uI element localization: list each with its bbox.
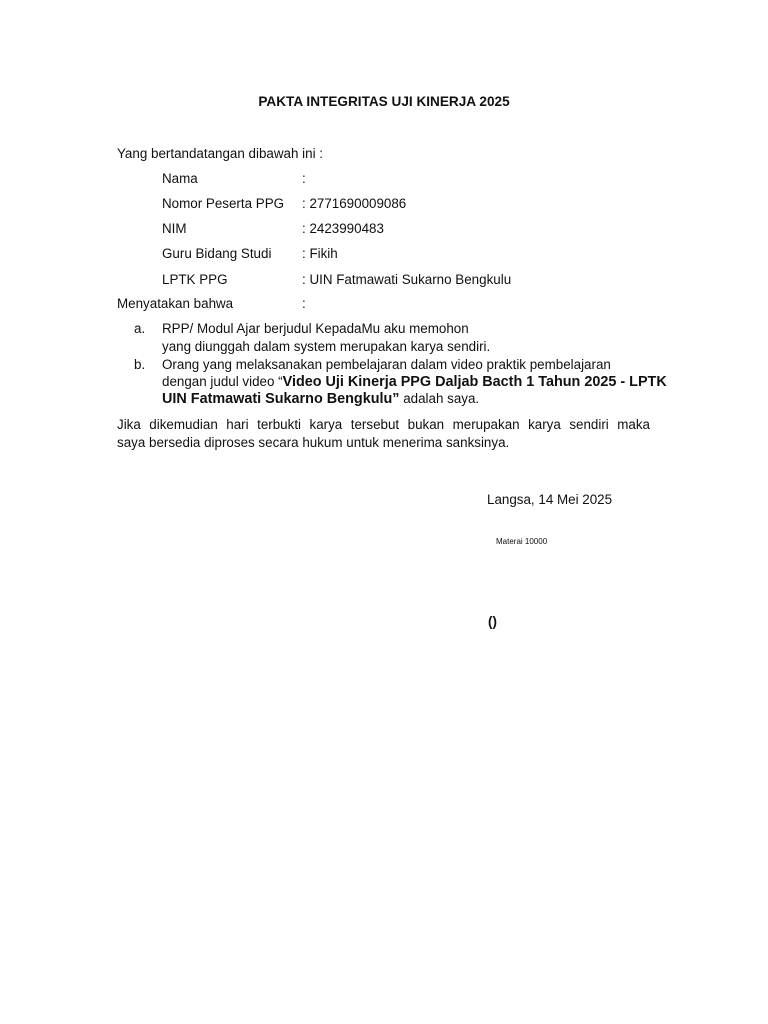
list-marker-b: b.	[134, 357, 146, 372]
signature-name: ()	[488, 614, 497, 629]
intro-text: Yang bertandatangan dibawah ini :	[117, 146, 323, 161]
field-value-bidang-studi: : Fikih	[302, 246, 338, 261]
closing-line-2: saya bersedia diproses secara hukum untuk menerima sanksinya.	[117, 435, 510, 450]
list-marker-a: a.	[134, 321, 146, 336]
field-label-nama: Nama	[162, 171, 198, 186]
item-a-line-1: RPP/ Modul Ajar berjudul KepadaMu aku memohon	[162, 321, 469, 336]
item-b-line-3	[162, 392, 479, 406]
field-label-nim: NIM	[162, 221, 187, 236]
item-b-line-1: Orang yang melaksanakan pembelajaran dalam video praktik pembelajaran	[162, 357, 611, 372]
field-label-bidang-studi: Guru Bidang Studi	[162, 246, 272, 261]
item-b-line-3-suffix: adalah saya.	[399, 391, 480, 406]
stamp-duty-note: Materai 10000	[496, 537, 548, 546]
place-date: Langsa, 14 Mei 2025	[487, 492, 613, 507]
declaration-colon: :	[302, 296, 306, 311]
document-title: PAKTA INTEGRITAS UJI KINERJA 2025	[258, 94, 510, 109]
video-title-part-2: UIN Fatmawati Sukarno Bengkulu”	[162, 391, 400, 407]
field-label-lptk: LPTK PPG	[162, 272, 228, 287]
field-value-nim: : 2423990483	[302, 221, 384, 236]
declaration-label: Menyatakan bahwa	[117, 296, 234, 311]
item-b-line-2	[162, 375, 667, 389]
item-b-line-2-prefix: dengan judul video “	[162, 374, 283, 389]
video-title-part-1: Video Uji Kinerja PPG Daljab Bacth 1 Tahun 2025 - LPTK	[282, 374, 667, 390]
field-value-nama: :	[302, 171, 306, 186]
closing-line-1: Jika dikemudian hari terbukti karya tersebut bukan merupakan karya sendiri maka	[117, 417, 650, 432]
item-a-line-2: yang diunggah dalam system merupakan karya sendiri.	[162, 339, 491, 354]
field-value-lptk: : UIN Fatmawati Sukarno Bengkulu	[302, 272, 512, 287]
field-label-nomor-peserta: Nomor Peserta PPG	[162, 196, 285, 211]
field-value-nomor-peserta: : 2771690009086	[302, 196, 407, 211]
